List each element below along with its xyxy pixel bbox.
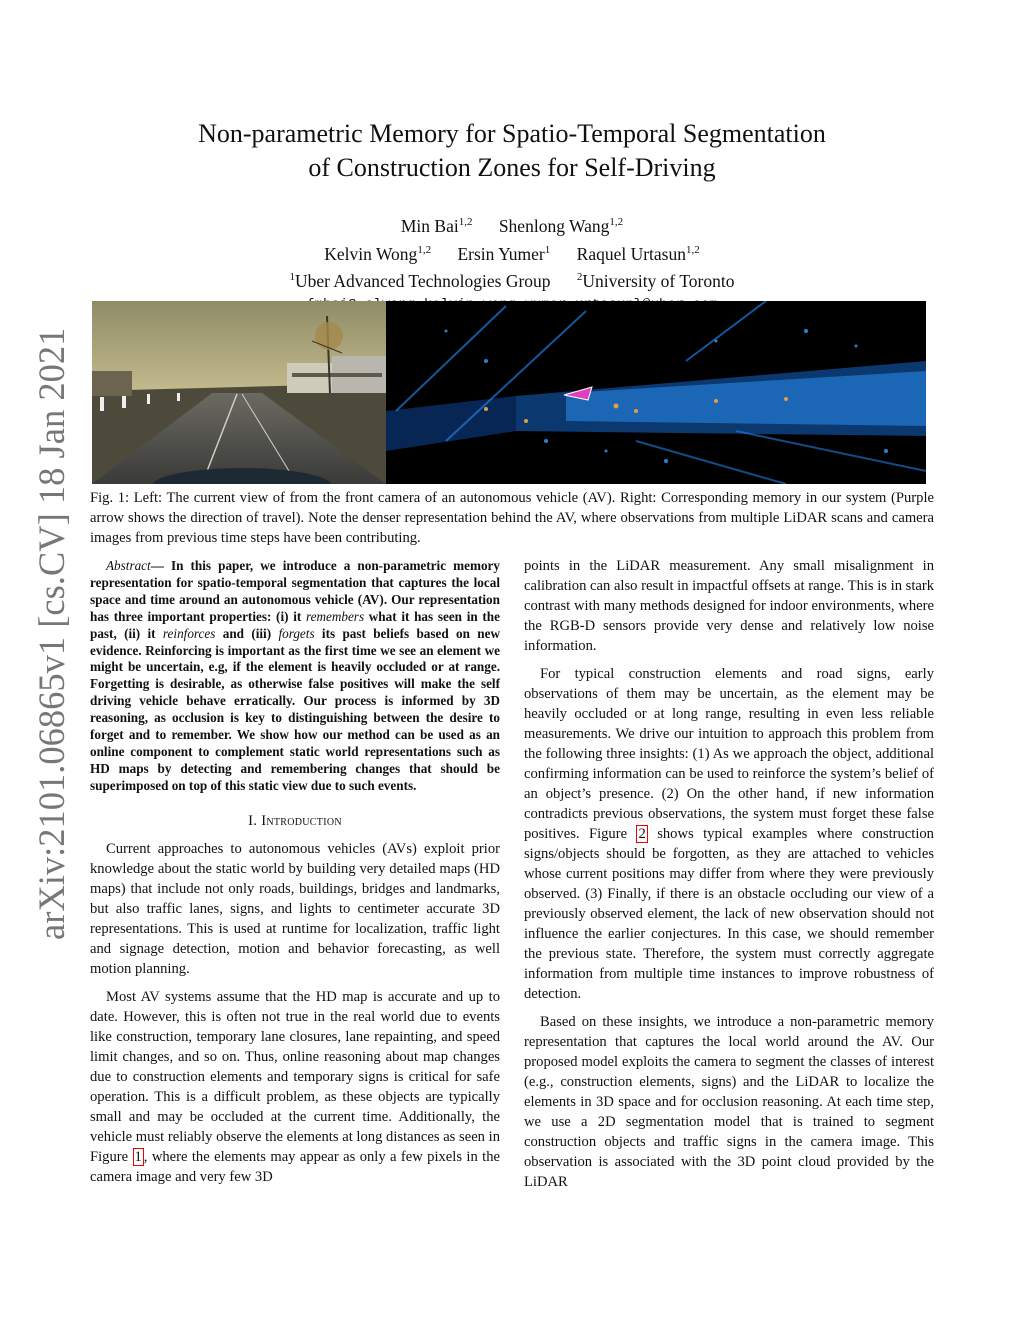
abstract: Abstract— In this paper, we introduce a non-parametric memory representation for spatio-temporal segmentation that captures the local space and time around an autonomous vehicle (AV). Our representation has three important properties: (i) it remembers what it has seen in the past, (ii) it reinforces and (iii) forgets its past beliefs based on new evidence. Reinforcing is important as the first time we see an element we might be uncertain, e.g, if the element is heavily occluded or at range. Forgetting is desirable, as otherwise false positives will make the self driving vehicle behave erratically. Our process is informed by 3D reasoning, as occlusion is key to distinguishing between the desire to forget and to remember. We show how our method can be used as an online component to complement static world representations such as HD maps by detecting and remembering changes that should be superimposed on top of this static view due to such events. xyxy=(90,558,500,793)
affiliations xyxy=(0,266,1024,294)
title-line-2: of Construction Zones for Self-Driving xyxy=(308,153,716,182)
arxiv-identifier: arXiv:2101.06865v1 [cs.CV] 18 Jan 2021 xyxy=(31,327,72,940)
author-row-1 xyxy=(0,210,1024,238)
camera-view-image xyxy=(92,301,386,484)
paper-title xyxy=(0,117,1024,185)
author: Kelvin Wong$^{1,2}$ xyxy=(324,243,432,264)
author: Raquel Urtasun$^{1,2}$ xyxy=(576,243,700,264)
figure-1 xyxy=(92,301,926,484)
section-heading: I. Introduction xyxy=(248,812,342,829)
left-column xyxy=(90,558,500,1187)
author: Shenlong Wang$^{1,2}$ xyxy=(498,215,624,236)
right-column xyxy=(524,556,934,1192)
affiliation: $^1$Uber Advanced Technologies Group xyxy=(289,271,551,292)
camera-scene-illustration xyxy=(92,301,386,484)
paragraph: Based on these insights, we introduce a non-parametric memory representation that captures the local world around the AV. Our proposed model exploits the camera to segment the classes of interest (e.g., construction elements, signs) and the LiDAR to localize the elements in 3D space and for occlusion reasoning. At each time step, we use a 2D segmentation model that is trained to segment construction objects and traffic signs in the camera image. This observation is associated with the 3D point cloud provided by the LiDAR xyxy=(524,1014,934,1190)
title-line-1: Non-parametric Memory for Spatio-Temporal Segmentation xyxy=(198,119,826,148)
paragraph: points in the LiDAR measurement. Any small misalignment in calibration can also result in impactful offsets at range. This is in stark contrast with many methods designed for indoor environments, where the RGB-D sensors provide very dense and relatively low noise information. xyxy=(524,558,935,654)
author: Min Bai$^{1,2}$ xyxy=(400,215,473,236)
paragraph: Current approaches to autonomous vehicles (AVs) exploit prior knowledge about the static world by building very detailed maps (HD maps) that include not only roads, buildings, bridges and landmarks, but also traffic lanes, signs, and lights to centimeter accurate 3D representations. This is used at runtime for localization, traffic light and signage detection, motion and behavior forecasting, as well motion planning. xyxy=(90,840,500,977)
lidar-memory-view-image xyxy=(386,301,926,484)
figure-caption: Fig. 1: Left: The current view of from the front camera of an autonomous vehicle (AV). Right: Corresponding memory in our system (Purple arrow shows the direction of travel). Note the denser representation behind the AV, where observations from multiple LiDAR scans and camera images from previous time steps have been contributing. xyxy=(90,490,934,546)
figure-2-link[interactable]: 2 xyxy=(638,826,646,842)
affiliation: $^2$University of Toronto xyxy=(576,271,735,292)
author-row-2 xyxy=(0,238,1024,266)
paragraph: For typical construction elements and road signs, early observations of them may be uncertain, as the element may be heavily occluded or at long range, resulting in even less reliable measurements. We drive our intuition to approach this problem from the following three insights: (1) As we approach the object, additional confirming information can be used to reinforce the system’s belief of an object’s presence. (2) On the other hand, if new information contradicts previous observations, the system must forget these false positives. Figure 2 shows typical examples where construction signs/objects should be forgotten, as they are attached to vehicles whose current positions may differ from where they were previously observed. (3) Finally, if there is an obstacle occluding our view of a previously observed element, the lack of new observation should not influence the earlier conjectures. In this case, we should remember the previous state. Therefore, the system must correctly aggregate information from multiple time instances to improve robustness of detection. xyxy=(524,666,934,1002)
figure-1-link[interactable]: 1 xyxy=(134,1148,142,1165)
author: Ersin Yumer$^1$ xyxy=(457,243,551,264)
lidar-point-cloud-illustration xyxy=(386,301,926,484)
paragraph: Most AV systems assume that the HD map is accurate and up to date. However, this is often not true in the real world due to events like construction, temporary lane closures, lane repainting, and speed limit changes, and so on. Thus, online reasoning about map changes due to construction elements and temporary signs is critical for safe operation. This is a difficult problem, as these objects are typically small and may be occluded at the current time. Additionally, the vehicle must reliably observe the elements at long distances as seen in Figure 1 , where the elements may appear as only a few pixels in the camera image and very few 3D xyxy=(90,988,500,1185)
